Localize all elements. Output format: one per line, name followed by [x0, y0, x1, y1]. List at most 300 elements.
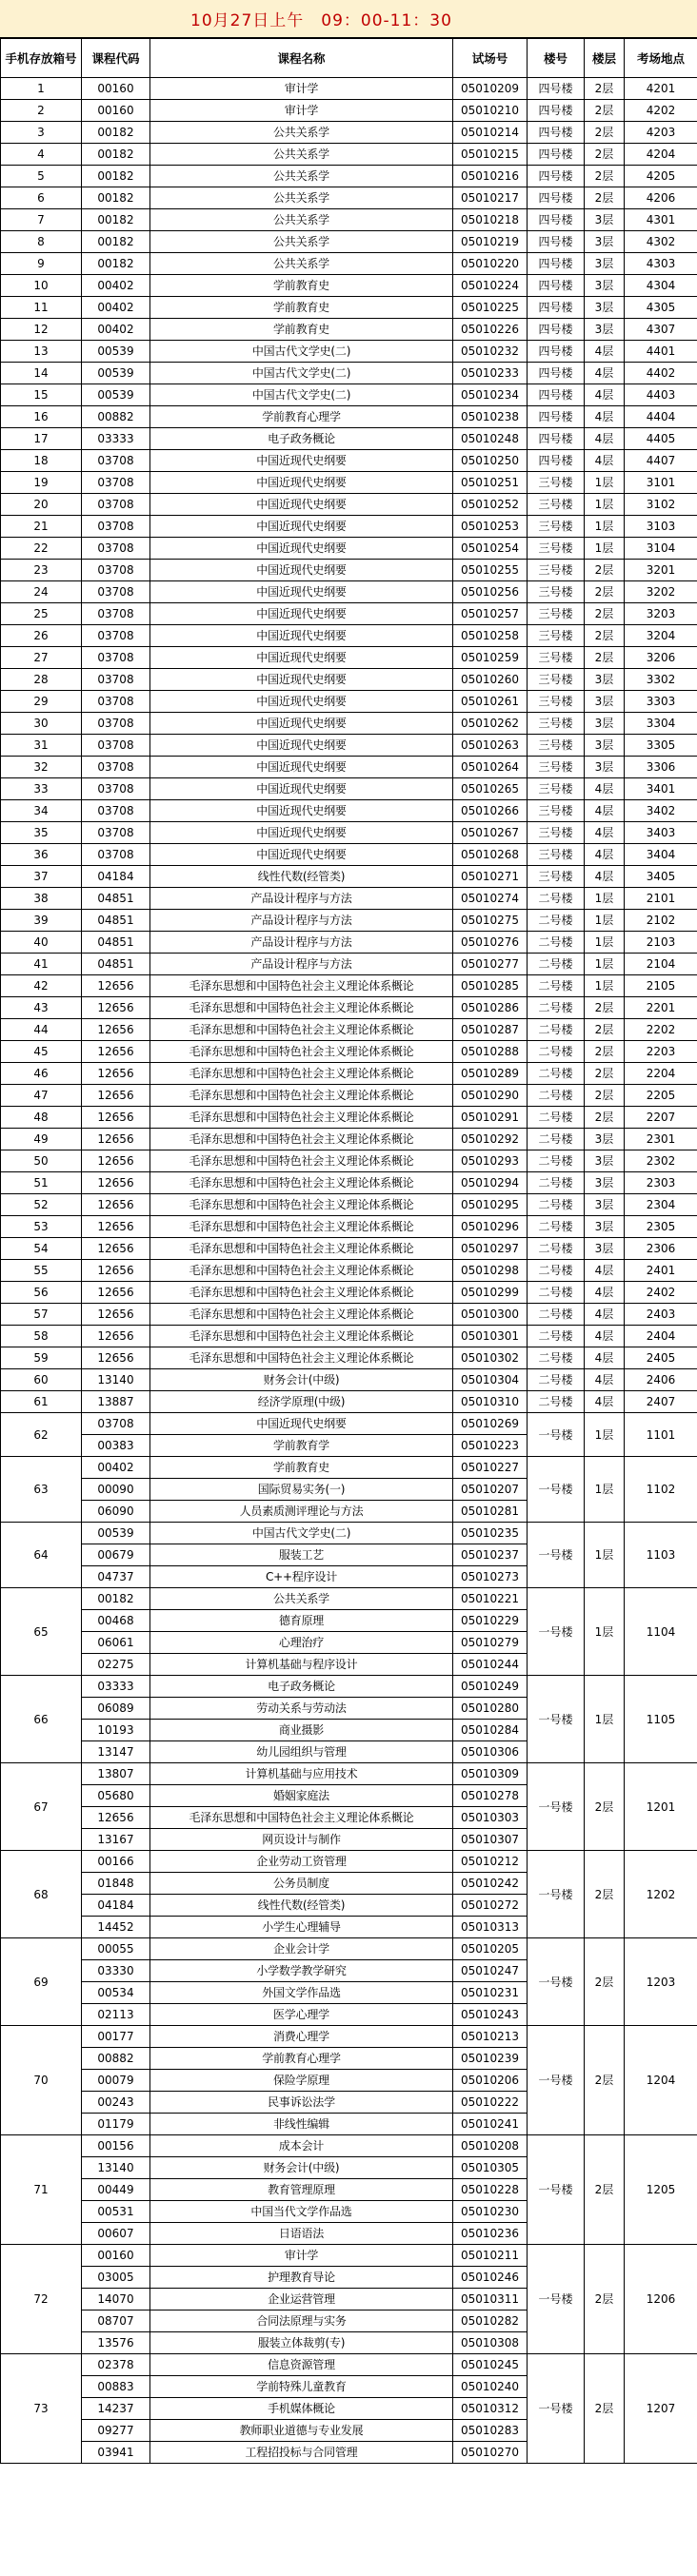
- hall-number-cell: 05010260: [453, 669, 528, 691]
- building-cell: 二号楼: [528, 1194, 585, 1216]
- course-code-cell: 00166: [82, 1851, 150, 1873]
- floor-cell: 2层: [585, 1938, 625, 2026]
- hall-number-cell: 05010249: [453, 1676, 528, 1698]
- table-row: [1, 560, 697, 581]
- table-row: [1, 1129, 697, 1150]
- location-cell: 3402: [625, 800, 697, 822]
- course-code-cell: 00177: [82, 2026, 150, 2048]
- course-name-cell: 民事诉讼法学: [150, 2092, 453, 2114]
- building-cell: 三号楼: [528, 757, 585, 778]
- course-code-cell: 00182: [82, 231, 150, 253]
- floor-cell: 3层: [585, 297, 625, 319]
- course-name-cell: 中国近现代史纲要: [150, 1413, 453, 1435]
- course-name-cell: 教师职业道德与专业发展: [150, 2420, 453, 2442]
- hall-number-cell: 05010233: [453, 363, 528, 384]
- box-number-cell: 55: [1, 1260, 82, 1282]
- box-number-cell: 14: [1, 363, 82, 384]
- course-name-cell: 审计学: [150, 100, 453, 122]
- floor-cell: 4层: [585, 450, 625, 472]
- hall-number-cell: 05010216: [453, 166, 528, 187]
- hall-number-cell: 05010219: [453, 231, 528, 253]
- building-cell: 四号楼: [528, 144, 585, 166]
- header-course-name: 课程名称: [150, 39, 453, 78]
- table-row: [1, 603, 697, 625]
- box-number-cell: 73: [1, 2354, 82, 2464]
- box-number-cell: 70: [1, 2026, 82, 2135]
- course-code-cell: 01848: [82, 1873, 150, 1895]
- hall-number-cell: 05010309: [453, 1763, 528, 1785]
- course-code-cell: 13140: [82, 2157, 150, 2179]
- location-cell: 4405: [625, 428, 697, 450]
- hall-number-cell: 05010250: [453, 450, 528, 472]
- course-name-cell: 毛泽东思想和中国特色社会主义理论体系概论: [150, 1150, 453, 1172]
- course-code-cell: 06061: [82, 1632, 150, 1654]
- building-cell: 一号楼: [528, 2135, 585, 2245]
- hall-number-cell: 05010244: [453, 1654, 528, 1676]
- box-number-cell: 34: [1, 800, 82, 822]
- course-code-cell: 00539: [82, 363, 150, 384]
- header-building: 楼号: [528, 39, 585, 78]
- hall-number-cell: 05010308: [453, 2332, 528, 2354]
- location-cell: 3401: [625, 778, 697, 800]
- hall-number-cell: 05010208: [453, 2135, 528, 2157]
- hall-number-cell: 05010274: [453, 888, 528, 910]
- floor-cell: 3层: [585, 209, 625, 231]
- course-code-cell: 00402: [82, 319, 150, 341]
- course-code-cell: 03708: [82, 735, 150, 757]
- floor-cell: 1层: [585, 954, 625, 975]
- course-code-cell: 00182: [82, 1588, 150, 1610]
- hall-number-cell: 05010215: [453, 144, 528, 166]
- box-number-cell: 63: [1, 1457, 82, 1523]
- building-cell: 三号楼: [528, 516, 585, 538]
- course-code-cell: 03708: [82, 822, 150, 844]
- hall-number-cell: 05010270: [453, 2442, 528, 2464]
- course-code-cell: 02378: [82, 2354, 150, 2376]
- location-cell: 1205: [625, 2135, 697, 2245]
- course-name-cell: 财务会计(中级): [150, 2157, 453, 2179]
- course-name-cell: 服装立体裁剪(专): [150, 2332, 453, 2354]
- location-cell: 2306: [625, 1238, 697, 1260]
- location-cell: 1201: [625, 1763, 697, 1851]
- course-name-cell: 公务员制度: [150, 1873, 453, 1895]
- building-cell: 三号楼: [528, 822, 585, 844]
- hall-number-cell: 05010240: [453, 2376, 528, 2398]
- hall-number-cell: 05010217: [453, 187, 528, 209]
- hall-number-cell: 05010254: [453, 538, 528, 560]
- course-code-cell: 12656: [82, 1326, 150, 1347]
- course-name-cell: 中国近现代史纲要: [150, 494, 453, 516]
- course-name-cell: 产品设计程序与方法: [150, 932, 453, 954]
- course-name-cell: 企业会计学: [150, 1938, 453, 1960]
- box-number-cell: 50: [1, 1150, 82, 1172]
- box-number-cell: 11: [1, 297, 82, 319]
- hall-number-cell: 05010279: [453, 1632, 528, 1654]
- box-number-cell: 53: [1, 1216, 82, 1238]
- location-cell: 2301: [625, 1129, 697, 1150]
- building-cell: 二号楼: [528, 1172, 585, 1194]
- course-code-cell: 03941: [82, 2442, 150, 2464]
- course-code-cell: 12656: [82, 1019, 150, 1041]
- box-number-cell: 5: [1, 166, 82, 187]
- course-code-cell: 12656: [82, 1282, 150, 1304]
- table-row: [1, 187, 697, 209]
- course-name-cell: 毛泽东思想和中国特色社会主义理论体系概论: [150, 1238, 453, 1260]
- floor-cell: 1层: [585, 1413, 625, 1457]
- box-number-cell: 64: [1, 1523, 82, 1588]
- hall-number-cell: 05010295: [453, 1194, 528, 1216]
- building-cell: 二号楼: [528, 1019, 585, 1041]
- floor-cell: 2层: [585, 2245, 625, 2354]
- table-row: [1, 581, 697, 603]
- location-cell: 3306: [625, 757, 697, 778]
- table-row: [1, 1413, 697, 1435]
- course-name-cell: 毛泽东思想和中国特色社会主义理论体系概论: [150, 1194, 453, 1216]
- course-code-cell: 08707: [82, 2311, 150, 2332]
- location-cell: 3103: [625, 516, 697, 538]
- floor-cell: 3层: [585, 319, 625, 341]
- box-number-cell: 13: [1, 341, 82, 363]
- box-number-cell: 1: [1, 78, 82, 100]
- course-code-cell: 12656: [82, 1238, 150, 1260]
- course-name-cell: 中国近现代史纲要: [150, 581, 453, 603]
- hall-number-cell: 05010286: [453, 997, 528, 1019]
- hall-number-cell: 05010310: [453, 1391, 528, 1413]
- course-name-cell: 日语语法: [150, 2223, 453, 2245]
- table-row: [1, 253, 697, 275]
- location-cell: 2205: [625, 1085, 697, 1107]
- hall-number-cell: 05010306: [453, 1741, 528, 1763]
- table-row: [1, 1019, 697, 1041]
- location-cell: 3202: [625, 581, 697, 603]
- box-number-cell: 16: [1, 406, 82, 428]
- table-row: [1, 1107, 697, 1129]
- hall-number-cell: 05010223: [453, 1435, 528, 1457]
- box-number-cell: 35: [1, 822, 82, 844]
- hall-number-cell: 05010237: [453, 1544, 528, 1566]
- hall-number-cell: 05010221: [453, 1588, 528, 1610]
- hall-number-cell: 05010224: [453, 275, 528, 297]
- table-row: [1, 1194, 697, 1216]
- floor-cell: 4层: [585, 800, 625, 822]
- hall-number-cell: 05010290: [453, 1085, 528, 1107]
- building-cell: 二号楼: [528, 1216, 585, 1238]
- floor-cell: 2层: [585, 1851, 625, 1938]
- course-name-cell: 产品设计程序与方法: [150, 954, 453, 975]
- course-name-cell: 中国近现代史纲要: [150, 735, 453, 757]
- course-code-cell: 03708: [82, 691, 150, 713]
- hall-number-cell: 05010282: [453, 2311, 528, 2332]
- location-cell: 4304: [625, 275, 697, 297]
- table-row: [1, 625, 697, 647]
- table-row: [1, 538, 697, 560]
- course-name-cell: 毛泽东思想和中国特色社会主义理论体系概论: [150, 1041, 453, 1063]
- course-name-cell: 医学心理学: [150, 2004, 453, 2026]
- floor-cell: 4层: [585, 1369, 625, 1391]
- box-number-cell: 54: [1, 1238, 82, 1260]
- location-cell: 2202: [625, 1019, 697, 1041]
- table-row: [1, 1938, 697, 1960]
- building-cell: 二号楼: [528, 910, 585, 932]
- box-number-cell: 48: [1, 1107, 82, 1129]
- hall-number-cell: 05010258: [453, 625, 528, 647]
- course-code-cell: 12656: [82, 975, 150, 997]
- box-number-cell: 24: [1, 581, 82, 603]
- course-code-cell: 04184: [82, 1895, 150, 1917]
- course-code-cell: 09277: [82, 2420, 150, 2442]
- building-cell: 四号楼: [528, 341, 585, 363]
- floor-cell: 2层: [585, 187, 625, 209]
- hall-number-cell: 05010299: [453, 1282, 528, 1304]
- table-row: [1, 516, 697, 538]
- course-name-cell: 消费心理学: [150, 2026, 453, 2048]
- floor-cell: 1层: [585, 910, 625, 932]
- course-code-cell: 00243: [82, 2092, 150, 2114]
- course-name-cell: 公共关系学: [150, 253, 453, 275]
- box-number-cell: 61: [1, 1391, 82, 1413]
- table-row: [1, 428, 697, 450]
- hall-number-cell: 05010288: [453, 1041, 528, 1063]
- course-code-cell: 00539: [82, 1523, 150, 1544]
- table-row: [1, 844, 697, 866]
- table-row: [1, 2245, 697, 2267]
- course-name-cell: 教育管理原理: [150, 2179, 453, 2201]
- location-cell: 3302: [625, 669, 697, 691]
- building-cell: 二号楼: [528, 1085, 585, 1107]
- course-name-cell: 计算机基础与程序设计: [150, 1654, 453, 1676]
- hall-number-cell: 05010225: [453, 297, 528, 319]
- building-cell: 三号楼: [528, 472, 585, 494]
- box-number-cell: 58: [1, 1326, 82, 1347]
- course-code-cell: 00882: [82, 2048, 150, 2070]
- course-code-cell: 03333: [82, 1676, 150, 1698]
- box-number-cell: 66: [1, 1676, 82, 1763]
- location-cell: 3204: [625, 625, 697, 647]
- hall-number-cell: 05010253: [453, 516, 528, 538]
- course-code-cell: 14237: [82, 2398, 150, 2420]
- box-number-cell: 9: [1, 253, 82, 275]
- table-row: [1, 1851, 697, 1873]
- building-cell: 四号楼: [528, 319, 585, 341]
- building-cell: 一号楼: [528, 1676, 585, 1763]
- course-name-cell: 毛泽东思想和中国特色社会主义理论体系概论: [150, 975, 453, 997]
- course-name-cell: 学前教育史: [150, 1457, 453, 1479]
- hall-number-cell: 05010283: [453, 2420, 528, 2442]
- course-name-cell: 毛泽东思想和中国特色社会主义理论体系概论: [150, 1129, 453, 1150]
- floor-cell: 2层: [585, 2135, 625, 2245]
- course-name-cell: 中国近现代史纲要: [150, 625, 453, 647]
- location-cell: 2302: [625, 1150, 697, 1172]
- course-code-cell: 13140: [82, 1369, 150, 1391]
- box-number-cell: 37: [1, 866, 82, 888]
- course-name-cell: 毛泽东思想和中国特色社会主义理论体系概论: [150, 1260, 453, 1282]
- table-row: [1, 209, 697, 231]
- box-number-cell: 30: [1, 713, 82, 735]
- course-code-cell: 04851: [82, 932, 150, 954]
- hall-number-cell: 05010278: [453, 1785, 528, 1807]
- table-row: [1, 472, 697, 494]
- hall-number-cell: 05010266: [453, 800, 528, 822]
- floor-cell: 1层: [585, 888, 625, 910]
- header-hall-number: 试场号: [453, 39, 528, 78]
- building-cell: 二号楼: [528, 1129, 585, 1150]
- location-cell: 2304: [625, 1194, 697, 1216]
- table-row: [1, 2354, 697, 2376]
- course-code-cell: 12656: [82, 1172, 150, 1194]
- hall-number-cell: 05010287: [453, 1019, 528, 1041]
- hall-number-cell: 05010227: [453, 1457, 528, 1479]
- location-cell: 4201: [625, 78, 697, 100]
- hall-number-cell: 05010296: [453, 1216, 528, 1238]
- hall-number-cell: 05010235: [453, 1523, 528, 1544]
- box-number-cell: 65: [1, 1588, 82, 1676]
- box-number-cell: 47: [1, 1085, 82, 1107]
- floor-cell: 3层: [585, 1238, 625, 1260]
- building-cell: 三号楼: [528, 866, 585, 888]
- box-number-cell: 4: [1, 144, 82, 166]
- course-name-cell: 学前教育史: [150, 297, 453, 319]
- floor-cell: 2层: [585, 2354, 625, 2464]
- building-cell: 四号楼: [528, 450, 585, 472]
- table-row: [1, 384, 697, 406]
- course-code-cell: 03708: [82, 713, 150, 735]
- building-cell: 四号楼: [528, 78, 585, 100]
- course-code-cell: 12656: [82, 1304, 150, 1326]
- course-name-cell: 审计学: [150, 2245, 453, 2267]
- building-cell: 三号楼: [528, 625, 585, 647]
- course-name-cell: 保险学原理: [150, 2070, 453, 2092]
- floor-cell: 2层: [585, 122, 625, 144]
- header-box-number: 手机存放箱号: [1, 39, 82, 78]
- table-row: [1, 450, 697, 472]
- building-cell: 四号楼: [528, 166, 585, 187]
- table-row: [1, 2135, 697, 2157]
- floor-cell: 4层: [585, 428, 625, 450]
- location-cell: 2105: [625, 975, 697, 997]
- floor-cell: 2层: [585, 1085, 625, 1107]
- course-name-cell: 中国近现代史纲要: [150, 472, 453, 494]
- box-number-cell: 72: [1, 2245, 82, 2354]
- course-code-cell: 03708: [82, 1413, 150, 1435]
- building-cell: 二号楼: [528, 1041, 585, 1063]
- course-code-cell: 03708: [82, 844, 150, 866]
- course-name-cell: 毛泽东思想和中国特色社会主义理论体系概论: [150, 1019, 453, 1041]
- location-cell: 2101: [625, 888, 697, 910]
- building-cell: 二号楼: [528, 1304, 585, 1326]
- table-row: [1, 1085, 697, 1107]
- floor-cell: 2层: [585, 2026, 625, 2135]
- table-row: [1, 713, 697, 735]
- course-name-cell: 财务会计(中级): [150, 1369, 453, 1391]
- floor-cell: 1层: [585, 1676, 625, 1763]
- floor-cell: 4层: [585, 406, 625, 428]
- box-number-cell: 60: [1, 1369, 82, 1391]
- floor-cell: 4层: [585, 1391, 625, 1413]
- course-code-cell: 03708: [82, 603, 150, 625]
- floor-cell: 1层: [585, 932, 625, 954]
- title-bar: [0, 0, 697, 38]
- table-row: [1, 144, 697, 166]
- course-name-cell: 毛泽东思想和中国特色社会主义理论体系概论: [150, 997, 453, 1019]
- location-cell: 4206: [625, 187, 697, 209]
- course-code-cell: 04851: [82, 888, 150, 910]
- course-name-cell: 中国近现代史纲要: [150, 822, 453, 844]
- floor-cell: 3层: [585, 1150, 625, 1172]
- hall-number-cell: 05010285: [453, 975, 528, 997]
- course-name-cell: 计算机基础与应用技术: [150, 1763, 453, 1785]
- hall-number-cell: 05010231: [453, 1982, 528, 2004]
- course-name-cell: 学前特殊儿童教育: [150, 2376, 453, 2398]
- floor-cell: 2层: [585, 603, 625, 625]
- course-name-cell: 学前教育史: [150, 319, 453, 341]
- box-number-cell: 45: [1, 1041, 82, 1063]
- course-code-cell: 03330: [82, 1960, 150, 1982]
- location-cell: 1202: [625, 1851, 697, 1938]
- location-cell: 2406: [625, 1369, 697, 1391]
- floor-cell: 1层: [585, 1457, 625, 1523]
- course-code-cell: 00182: [82, 209, 150, 231]
- location-cell: 4301: [625, 209, 697, 231]
- course-code-cell: 14070: [82, 2289, 150, 2311]
- table-row: [1, 669, 697, 691]
- location-cell: 2207: [625, 1107, 697, 1129]
- location-cell: 2401: [625, 1260, 697, 1282]
- floor-cell: 3层: [585, 1129, 625, 1150]
- box-number-cell: 12: [1, 319, 82, 341]
- hall-number-cell: 05010220: [453, 253, 528, 275]
- location-cell: 1203: [625, 1938, 697, 2026]
- building-cell: 三号楼: [528, 713, 585, 735]
- course-code-cell: 14452: [82, 1917, 150, 1938]
- hall-number-cell: 05010307: [453, 1829, 528, 1851]
- building-cell: 一号楼: [528, 1588, 585, 1676]
- hall-number-cell: 05010241: [453, 2114, 528, 2135]
- location-cell: 3303: [625, 691, 697, 713]
- page-title: 10月27日上午 09：00-11：30: [190, 11, 452, 30]
- location-cell: 3404: [625, 844, 697, 866]
- hall-number-cell: 05010206: [453, 2070, 528, 2092]
- hall-number-cell: 05010294: [453, 1172, 528, 1194]
- course-code-cell: 12656: [82, 1807, 150, 1829]
- box-number-cell: 29: [1, 691, 82, 713]
- table-row: [1, 975, 697, 997]
- course-code-cell: 00607: [82, 2223, 150, 2245]
- course-name-cell: 外国文学作品选: [150, 1982, 453, 2004]
- building-cell: 二号楼: [528, 888, 585, 910]
- hall-number-cell: 05010280: [453, 1698, 528, 1720]
- box-number-cell: 21: [1, 516, 82, 538]
- table-row: [1, 1063, 697, 1085]
- course-name-cell: 毛泽东思想和中国特色社会主义理论体系概论: [150, 1326, 453, 1347]
- course-code-cell: 00182: [82, 166, 150, 187]
- box-number-cell: 52: [1, 1194, 82, 1216]
- location-cell: 4307: [625, 319, 697, 341]
- location-cell: 4305: [625, 297, 697, 319]
- hall-number-cell: 05010263: [453, 735, 528, 757]
- box-number-cell: 26: [1, 625, 82, 647]
- hall-number-cell: 05010243: [453, 2004, 528, 2026]
- course-name-cell: 毛泽东思想和中国特色社会主义理论体系概论: [150, 1807, 453, 1829]
- location-cell: 1103: [625, 1523, 697, 1588]
- course-code-cell: 03708: [82, 538, 150, 560]
- course-name-cell: 中国当代文学作品选: [150, 2201, 453, 2223]
- course-name-cell: 中国古代文学史(二): [150, 363, 453, 384]
- table-row: [1, 866, 697, 888]
- table-row: [1, 778, 697, 800]
- floor-cell: 4层: [585, 341, 625, 363]
- course-code-cell: 00679: [82, 1544, 150, 1566]
- box-number-cell: 38: [1, 888, 82, 910]
